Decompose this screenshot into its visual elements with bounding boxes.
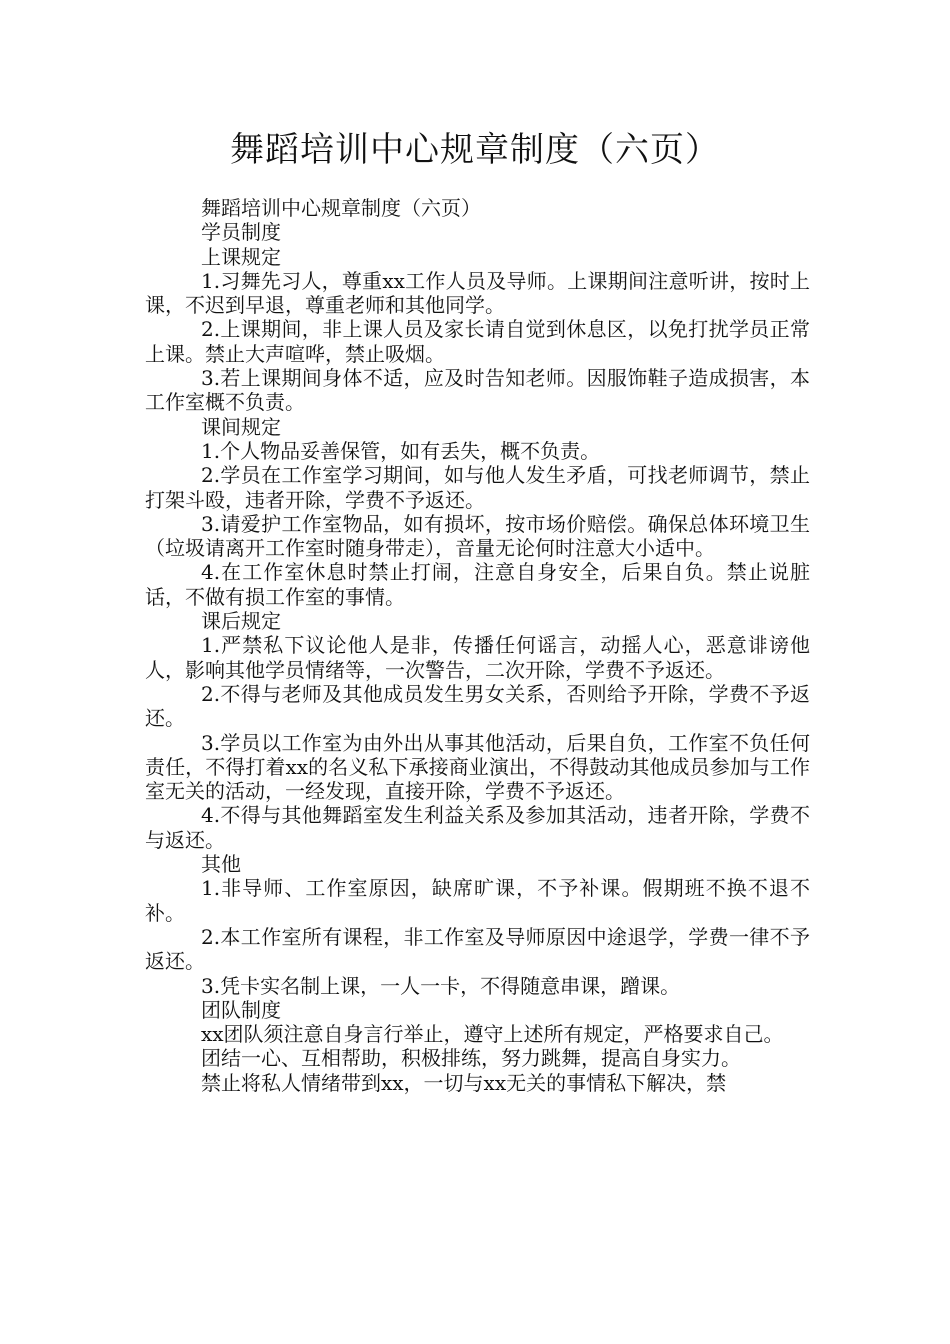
paragraph: 2.本工作室所有课程，非工作室及导师原因中途退学，学费一律不予返还。 xyxy=(145,924,810,974)
paragraph: xx团队须注意自身言行举止，遵守上述所有规定，严格要求自己。 xyxy=(201,1022,784,1047)
paragraph: 2.不得与老师及其他成员发生男女关系，否则给予开除，学费不予返还。 xyxy=(145,681,810,731)
paragraph: 3.凭卡实名制上课，一人一卡，不得随意串课，蹭课。 xyxy=(201,973,681,998)
paragraph: 1.习舞先习人，尊重xx工作人员及导师。上课期间注意听讲，按时上课，不迟到早退，尊重老师和其他同学。 xyxy=(145,268,810,318)
subsection-heading-other: 其他 xyxy=(201,852,241,877)
section-heading-team-rules: 团队制度 xyxy=(201,997,281,1022)
paragraph: 2.上课期间，非上课人员及家长请自觉到休息区，以免打扰学员正常上课。禁止大声喧哗，禁止吸烟。 xyxy=(145,317,810,366)
paragraph: 3.若上课期间身体不适，应及时告知老师。因服饰鞋子造成损害，本工作室概不负责。 xyxy=(145,366,810,415)
paragraph: 1.严禁私下议论他人是非，传播任何谣言，动摇人心，恶意诽谤他人，影响其他学员情绪等，一次警告，二次开除，学费不予返还。 xyxy=(145,633,810,682)
paragraph: 1.个人物品妥善保管，如有丢失，概不负责。 xyxy=(201,438,601,463)
document-body xyxy=(145,196,810,1095)
paragraph: 3.学员以工作室为由外出从事其他活动，后果自负，工作室不负任何责任，不得打着xx的名义私下承接商业演出，不得鼓动其他成员参加与工作室无关的活动，一经发现，直接开除，学费不予返还。 xyxy=(145,730,810,804)
section-heading-student-rules: 学员制度 xyxy=(201,220,281,245)
paragraph: 团结一心、互相帮助，积极排练，努力跳舞，提高自身实力。 xyxy=(201,1046,741,1071)
paragraph: 4.在工作室休息时禁止打闹，注意自身安全，后果自负。禁止说脏话，不做有损工作室的事情。 xyxy=(145,560,810,609)
paragraph: 4.不得与其他舞蹈室发生利益关系及参加其活动，违者开除，学费不与返还。 xyxy=(145,803,810,852)
subtitle-paragraph: 舞蹈培训中心规章制度（六页） xyxy=(201,196,481,220)
document-title: 舞蹈培训中心规章制度（六页） xyxy=(230,130,720,170)
subsection-heading-after-class-rules: 课后规定 xyxy=(201,609,281,634)
paragraph: 禁止将私人情绪带到xx，一切与xx无关的事情私下解决，禁 xyxy=(201,1070,727,1095)
paragraph: 2.学员在工作室学习期间，如与他人发生矛盾，可找老师调节，禁止打架斗殴，违者开除，学费不予返还。 xyxy=(145,463,810,512)
paragraph: 1.非导师、工作室原因，缺席旷课，不予补课。假期班不换不退不补。 xyxy=(145,876,810,925)
paragraph: 3.请爱护工作室物品，如有损坏，按市场价赔偿。确保总体环境卫生（垃圾请离开工作室时随身带走），音量无论何时注意大小适中。 xyxy=(145,511,810,561)
subsection-heading-class-rules: 上课规定 xyxy=(201,244,281,269)
subsection-heading-break-rules: 课间规定 xyxy=(201,414,281,439)
